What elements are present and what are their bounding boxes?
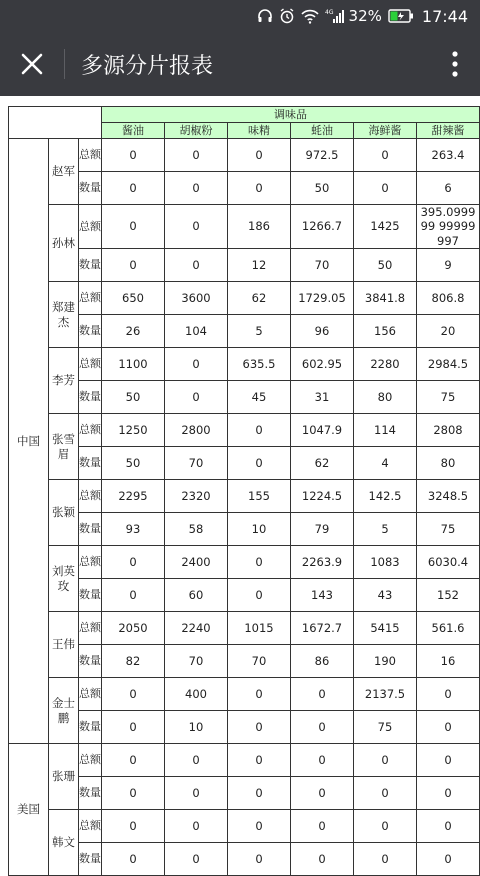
value-cell: 70: [291, 249, 354, 282]
value-cell: 0: [354, 843, 417, 876]
person-name-cell: 郑建杰: [49, 282, 79, 348]
value-cell: 0: [291, 777, 354, 810]
value-cell: 2320: [165, 480, 228, 513]
value-cell: 0: [102, 172, 165, 205]
value-cell: 1250: [102, 414, 165, 447]
value-cell: 0: [102, 843, 165, 876]
value-cell: 50: [102, 381, 165, 414]
value-cell: 20: [417, 315, 480, 348]
value-cell: 635.5: [228, 348, 291, 381]
value-cell: 0: [228, 711, 291, 744]
value-cell: 70: [228, 645, 291, 678]
value-cell: 0: [417, 843, 480, 876]
value-cell: 0: [165, 381, 228, 414]
close-button[interactable]: [0, 32, 64, 96]
header-corner-cell: [9, 107, 102, 139]
value-cell: 0: [228, 139, 291, 172]
table-row: [9, 139, 480, 172]
value-cell: 93: [102, 513, 165, 546]
value-cell: 5415: [354, 612, 417, 645]
value-cell: 80: [354, 381, 417, 414]
metric-label-cell: 数量: [79, 843, 102, 876]
value-cell: 79: [291, 513, 354, 546]
value-cell: 2400: [165, 546, 228, 579]
value-cell: 972.5: [291, 139, 354, 172]
person-name-cell: 刘英玫: [49, 546, 79, 612]
value-cell: 62: [291, 447, 354, 480]
person-name-cell: 王伟: [49, 612, 79, 678]
column-header: 味精: [228, 123, 291, 139]
value-cell: 2263.9: [291, 546, 354, 579]
column-header: 海鲜酱: [354, 123, 417, 139]
more-options-button[interactable]: [430, 32, 480, 96]
value-cell: 6: [417, 172, 480, 205]
value-cell: 806.8: [417, 282, 480, 315]
value-cell: 0: [291, 711, 354, 744]
table-row: [9, 546, 480, 579]
table-row: [9, 810, 480, 843]
table-row: [9, 282, 480, 315]
value-cell: 0: [291, 678, 354, 711]
value-cell: 45: [228, 381, 291, 414]
metric-label-cell: 总额: [79, 205, 102, 249]
value-cell: 0: [228, 777, 291, 810]
value-cell: 0: [291, 843, 354, 876]
value-cell: 0: [354, 810, 417, 843]
value-cell: 80: [417, 447, 480, 480]
value-cell: 156: [354, 315, 417, 348]
person-name-cell: 张珊: [49, 744, 79, 810]
value-cell: 263.4: [417, 139, 480, 172]
metric-label-cell: 总额: [79, 612, 102, 645]
value-cell: 155: [228, 480, 291, 513]
table-row: [9, 447, 480, 480]
value-cell: 0: [417, 678, 480, 711]
value-cell: 75: [417, 513, 480, 546]
table-row: [9, 645, 480, 678]
table-row: [9, 678, 480, 711]
value-cell: 0: [102, 744, 165, 777]
table-row: [9, 513, 480, 546]
page-title: 多源分片报表: [81, 53, 214, 79]
value-cell: 50: [354, 249, 417, 282]
value-cell: 82: [102, 645, 165, 678]
value-cell: 0: [354, 139, 417, 172]
value-cell: 1047.9: [291, 414, 354, 447]
value-cell: 0: [417, 744, 480, 777]
metric-label-cell: 总额: [79, 678, 102, 711]
value-cell: 0: [165, 843, 228, 876]
value-cell: 0: [102, 546, 165, 579]
metric-label-cell: 数量: [79, 513, 102, 546]
table-row: [9, 579, 480, 612]
header-row-group: [9, 107, 480, 123]
table-row: [9, 249, 480, 282]
value-cell: 2137.5: [354, 678, 417, 711]
metric-label-cell: 总额: [79, 282, 102, 315]
value-cell: 50: [102, 447, 165, 480]
person-name-cell: 张雪眉: [49, 414, 79, 480]
table-row: [9, 381, 480, 414]
value-cell: 58: [165, 513, 228, 546]
metric-label-cell: 数量: [79, 579, 102, 612]
value-cell: 190: [354, 645, 417, 678]
value-cell: 0: [102, 205, 165, 249]
table-row: [9, 744, 480, 777]
table-row: [9, 612, 480, 645]
metric-label-cell: 总额: [79, 480, 102, 513]
table-row: [9, 480, 480, 513]
value-cell: 0: [165, 205, 228, 249]
metric-label-cell: 数量: [79, 711, 102, 744]
value-cell: 5: [228, 315, 291, 348]
alarm-clock-icon: [279, 8, 295, 24]
report-content[interactable]: [0, 96, 480, 866]
metric-label-cell: 总额: [79, 348, 102, 381]
table-row: [9, 414, 480, 447]
value-cell: 96: [291, 315, 354, 348]
value-cell: 104: [165, 315, 228, 348]
value-cell: 0: [354, 777, 417, 810]
value-cell: 650: [102, 282, 165, 315]
person-name-cell: 孙林: [49, 205, 79, 282]
battery-percent: 32%: [348, 7, 382, 25]
value-cell: 43: [354, 579, 417, 612]
value-cell: 1224.5: [291, 480, 354, 513]
value-cell: 70: [165, 447, 228, 480]
value-cell: 60: [165, 579, 228, 612]
value-cell: 2240: [165, 612, 228, 645]
status-bar: [0, 0, 480, 32]
value-cell: 4: [354, 447, 417, 480]
value-cell: 400: [165, 678, 228, 711]
table-row: [9, 348, 480, 381]
metric-label-cell: 数量: [79, 645, 102, 678]
metric-label-cell: 总额: [79, 810, 102, 843]
value-cell: 2295: [102, 480, 165, 513]
value-cell: 0: [102, 810, 165, 843]
value-cell: 0: [228, 678, 291, 711]
column-group-header: 调味品: [102, 107, 480, 123]
value-cell: 1015: [228, 612, 291, 645]
table-row: [9, 315, 480, 348]
metric-label-cell: 数量: [79, 249, 102, 282]
value-cell: 0: [354, 172, 417, 205]
value-cell: 0: [165, 172, 228, 205]
value-cell: 0: [417, 711, 480, 744]
metric-label-cell: 总额: [79, 546, 102, 579]
person-name-cell: 李芳: [49, 348, 79, 414]
value-cell: 2280: [354, 348, 417, 381]
wifi-icon: [301, 8, 319, 24]
value-cell: 1425: [354, 205, 417, 249]
title-bar: [0, 32, 480, 96]
title-divider: [64, 49, 65, 79]
value-cell: 0: [417, 777, 480, 810]
value-cell: 3248.5: [417, 480, 480, 513]
value-cell: 0: [228, 744, 291, 777]
column-header: 酱油: [102, 123, 165, 139]
column-header: 胡椒粉: [165, 123, 228, 139]
value-cell: 0: [228, 579, 291, 612]
value-cell: 0: [165, 777, 228, 810]
value-cell: 16: [417, 645, 480, 678]
table-row: [9, 777, 480, 810]
value-cell: 0: [102, 777, 165, 810]
value-cell: 31: [291, 381, 354, 414]
value-cell: 5: [354, 513, 417, 546]
person-name-cell: 韩文: [49, 810, 79, 876]
value-cell: 0: [291, 744, 354, 777]
value-cell: 2800: [165, 414, 228, 447]
value-cell: 26: [102, 315, 165, 348]
value-cell: 0: [228, 843, 291, 876]
value-cell: 0: [165, 139, 228, 172]
value-cell: 2050: [102, 612, 165, 645]
value-cell: 0: [228, 414, 291, 447]
value-cell: 12: [228, 249, 291, 282]
value-cell: 0: [291, 810, 354, 843]
value-cell: 0: [228, 172, 291, 205]
metric-label-cell: 数量: [79, 172, 102, 205]
value-cell: 0: [165, 348, 228, 381]
country-cell: 美国: [9, 744, 49, 876]
value-cell: 152: [417, 579, 480, 612]
value-cell: 0: [228, 447, 291, 480]
value-cell: 6030.4: [417, 546, 480, 579]
value-cell: 1266.7: [291, 205, 354, 249]
network-type-label: 4G: [324, 9, 334, 16]
table-row: [9, 711, 480, 744]
value-cell: 0: [165, 744, 228, 777]
country-cell: 中国: [9, 139, 49, 744]
value-cell: 395.099999 99999997: [417, 205, 480, 249]
report-scroll-area[interactable]: [8, 106, 480, 876]
table-row: [9, 205, 480, 249]
value-cell: 70: [165, 645, 228, 678]
value-cell: 50: [291, 172, 354, 205]
value-cell: 114: [354, 414, 417, 447]
table-row: [9, 172, 480, 205]
value-cell: 75: [417, 381, 480, 414]
value-cell: 3600: [165, 282, 228, 315]
value-cell: 0: [165, 249, 228, 282]
value-cell: 1100: [102, 348, 165, 381]
value-cell: 1672.7: [291, 612, 354, 645]
value-cell: 10: [228, 513, 291, 546]
value-cell: 3841.8: [354, 282, 417, 315]
metric-label-cell: 总额: [79, 414, 102, 447]
value-cell: 0: [165, 810, 228, 843]
value-cell: 0: [417, 810, 480, 843]
column-header: 甜辣酱: [417, 123, 480, 139]
value-cell: 561.6: [417, 612, 480, 645]
column-header: 蚝油: [291, 123, 354, 139]
value-cell: 0: [102, 139, 165, 172]
metric-label-cell: 数量: [79, 447, 102, 480]
value-cell: 1083: [354, 546, 417, 579]
metric-label-cell: 总额: [79, 744, 102, 777]
value-cell: 2984.5: [417, 348, 480, 381]
value-cell: 186: [228, 205, 291, 249]
value-cell: 10: [165, 711, 228, 744]
value-cell: 9: [417, 249, 480, 282]
value-cell: 602.95: [291, 348, 354, 381]
metric-label-cell: 数量: [79, 315, 102, 348]
value-cell: 143: [291, 579, 354, 612]
clock-time: 17:44: [421, 6, 468, 26]
metric-label-cell: 总额: [79, 139, 102, 172]
value-cell: 0: [102, 249, 165, 282]
value-cell: 62: [228, 282, 291, 315]
person-name-cell: 金士鹏: [49, 678, 79, 744]
value-cell: 0: [102, 579, 165, 612]
value-cell: 0: [228, 546, 291, 579]
person-name-cell: 张颖: [49, 480, 79, 546]
value-cell: 0: [354, 744, 417, 777]
metric-label-cell: 数量: [79, 777, 102, 810]
metric-label-cell: 数量: [79, 381, 102, 414]
battery-icon: [388, 9, 414, 23]
pivot-report-table: [8, 106, 480, 876]
headphones-icon: [257, 8, 273, 24]
more-vertical-icon: [451, 50, 459, 78]
value-cell: 2808: [417, 414, 480, 447]
value-cell: 86: [291, 645, 354, 678]
close-icon: [20, 52, 44, 76]
value-cell: 142.5: [354, 480, 417, 513]
person-name-cell: 赵军: [49, 139, 79, 205]
value-cell: 0: [102, 678, 165, 711]
table-row: [9, 843, 480, 876]
value-cell: 0: [228, 810, 291, 843]
value-cell: 0: [102, 711, 165, 744]
cellular-signal-icon: [325, 8, 345, 24]
value-cell: 75: [354, 711, 417, 744]
value-cell: 1729.05: [291, 282, 354, 315]
